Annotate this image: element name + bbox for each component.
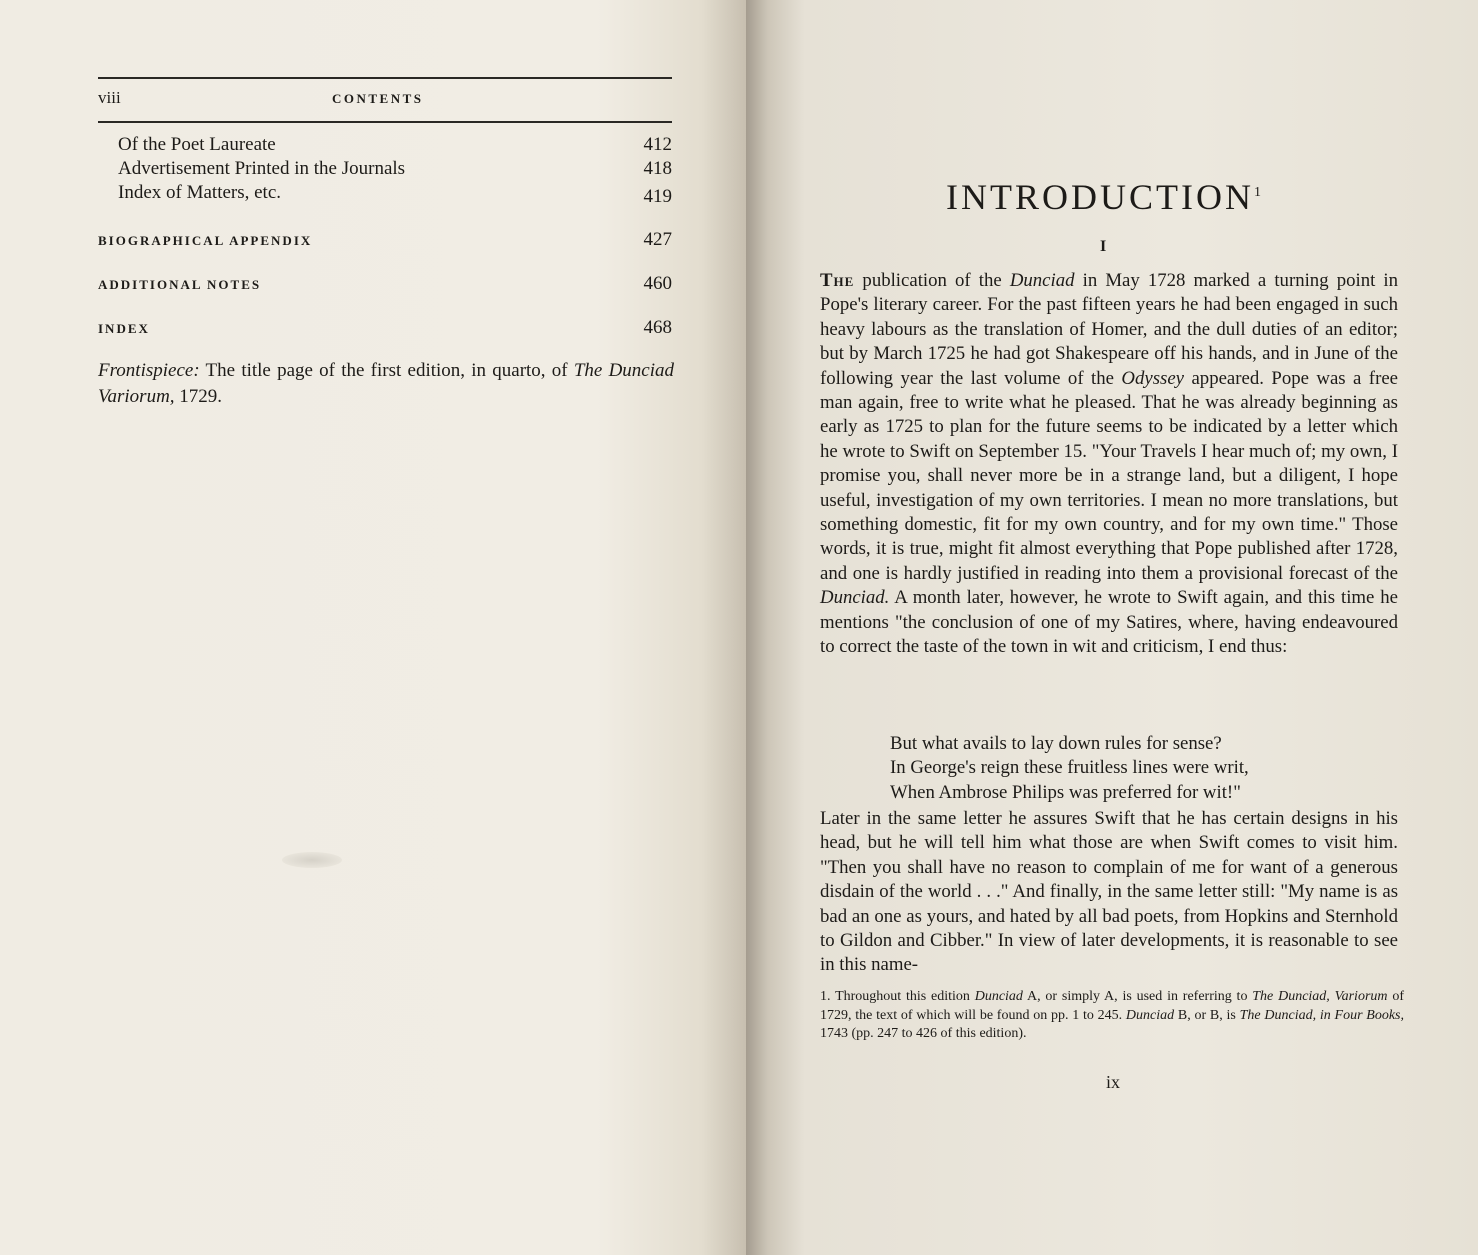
head-rule (98, 121, 672, 123)
verse-quotation (890, 732, 1370, 805)
footnote-italic: The Dunciad, in Four Books, (1239, 1007, 1405, 1023)
frontispiece-work-title: The Dunciad Variorum, (98, 360, 675, 407)
italic-title: Dunciad. (820, 587, 890, 609)
footnote-number: 1. (820, 989, 831, 1004)
title-footnote-marker: 1 (1253, 185, 1261, 200)
section-entry-page: 468 (643, 317, 672, 338)
footnote-text: of 1729, the text of which will be found on pp. 1 to 245. (820, 989, 1404, 1023)
toc-entry-label: Of the Poet Laureate (118, 134, 276, 155)
footnote-text: 1743 (pp. 247 to 426 of this edition). (820, 1026, 1027, 1041)
footnote-text: A, or simply A, is used in referring to (1026, 989, 1248, 1004)
toc-entry-page: 412 (643, 134, 672, 155)
paragraph-text: in May 1728 marked a turning point in Pope's literary career. For the past fifteen years he had been engaged in such heavy labours as the translation of Homer, and the dull duties of an editor; but by March 1725 he had got Shakespeare off his hands, and in June of the following year the last volume of the (820, 270, 1399, 389)
section-entry-label: ADDITIONAL NOTES (98, 277, 262, 292)
chapter-title (946, 176, 1261, 218)
drop-cap-word: The (820, 270, 855, 291)
paragraph-text: appeared. Pope was a free man again, free to write what he pleased. That he was already beginning as early as 1725 to plan for the future seems to be indicated by a letter which he wrote to Swift on September 15. "Your Travels I hear much of; my own, I promise you, shall never more be in a strange land, but a diligent, I hope useful, investigation of my own territories. I mean no more translations, but something domestic, fit for my own country, and for my own time." Those words, it is true, might fit almost everything that Pope published after 1728, and one is hardly justified in reading into them a provisional forecast of the (820, 367, 1398, 584)
verse-line: But what avails to lay down rules for sense? (890, 733, 1222, 754)
frontispiece-text: The title page of the first edition, in quarto, of (205, 360, 568, 381)
verse-line: When Ambrose Philips was preferred for wit!" (890, 781, 1241, 803)
footnote-italic: Dunciad (1125, 1007, 1175, 1023)
paragraph-2: Later in the same letter he assures Swift that he has certain designs in his head, but he will tell him what those are when Swift comes to visit him. "Then you shall have no reason to complain of me for want of a generous disdain of the world . . ." And finally, in the same letter still: "My name is as bad an one as yours, and hated by all bad poets, from Hopkins and Sternhold to Gildon and Cibber." In view of later developments, it is reasonable to see in this name- (820, 808, 1398, 976)
footnote-text: Throughout this edition (835, 989, 970, 1004)
frontispiece-label: Frontispiece: (98, 360, 200, 381)
paragraph-text: publication of the (862, 270, 1002, 291)
italic-title: Odyssey (1121, 367, 1185, 389)
section-entry-page: 427 (643, 229, 672, 250)
verse-line: In George's reign these fruitless lines were writ, (890, 757, 1249, 779)
section-number: I (1100, 238, 1107, 255)
footnote-text: B, or B, is (1177, 1007, 1236, 1023)
paragraph-text: A month later, however, he wrote to Swift again, and this time he mentions "the conclusion of one of my Satires, where, having endeavoured to correct the taste of the town in wit and criticism, I end thus: (820, 587, 1398, 658)
toc-entry-page: 418 (643, 158, 672, 179)
toc-entry-page: 419 (643, 186, 672, 207)
italic-title: Dunciad (1009, 270, 1075, 291)
running-head-page-number: viii (98, 88, 121, 107)
toc-entry-label: Index of Matters, etc. (118, 182, 282, 203)
section-entry-label: INDEX (98, 321, 150, 336)
section-entry-label: BIOGRAPHICAL APPENDIX (98, 233, 313, 248)
running-head-title: CONTENTS (332, 91, 424, 106)
chapter-title-text: INTRODUCTION (946, 177, 1254, 217)
frontispiece-year: 1729. (179, 386, 223, 407)
page-folio: ix (1106, 1072, 1121, 1092)
top-rule (98, 77, 672, 79)
section-entry-page: 460 (643, 273, 672, 294)
footnote-italic: Dunciad (974, 989, 1023, 1004)
footnote-italic: The Dunciad, Variorum (1252, 989, 1388, 1004)
footnote (820, 988, 1404, 1044)
paper-smudge (282, 852, 342, 868)
paragraph-1 (820, 269, 1398, 660)
toc-entry-label: Advertisement Printed in the Journals (118, 158, 406, 179)
frontispiece-note (98, 358, 674, 410)
